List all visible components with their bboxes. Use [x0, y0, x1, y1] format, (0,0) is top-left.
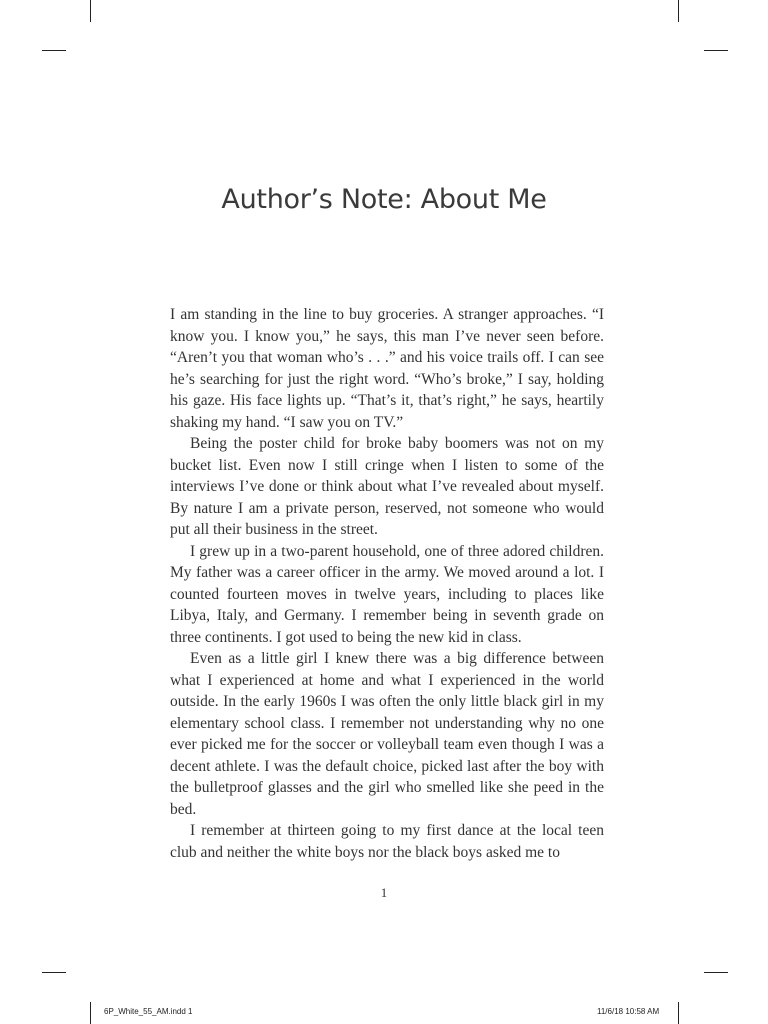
paragraph: Even as a little girl I knew there was a big difference between what I experienced at home and what I experienced in the world outside. In the early 1960s I was often the only little black girl in my elementary school class. I remember not understanding why no one ever picked me for the soccer or volleyball team even though I was a decent athlete. I was the default choice, picked last after the boy with the bulletproof glasses and the girl who smelled like she peed in the bed.	[170, 650, 604, 818]
crop-mark-top-right	[678, 0, 679, 22]
crop-mark-left-lower	[42, 972, 66, 973]
body-text	[170, 304, 604, 863]
page-number: 1	[380, 885, 388, 900]
paragraph: I am standing in the line to buy groceries. A stranger approaches. “I know you. I know you,” he says, this man I’ve never seen before. “Aren’t you that woman who’s . . .” and his voice trails off. I can see he’s searching for just the right word. “Who’s broke,” I say, holding his gaze. His face lights up. “That’s it, that’s right,” he says, heartily shaking my hand. “I saw you on TV.”	[170, 306, 604, 431]
crop-mark-bottom-right	[678, 1002, 679, 1024]
paragraph: Being the poster child for broke baby boomers was not on my bucket list. Even now I still cringe when I listen to some of the interviews I’ve done or think about what I’ve revealed about myself. By nature I am a private person, reserved, not someone who would put all their business in the street.	[170, 435, 604, 538]
slug-datetime: 11/6/18 10:58 AM	[597, 1007, 660, 1016]
chapter-title: Author’s Note: About Me	[221, 184, 547, 215]
paragraph: I remember at thirteen going to my first dance at the local teen club and neither the white boys nor the black boys asked me to	[170, 822, 604, 861]
crop-mark-top-left	[90, 0, 91, 22]
paragraph: I grew up in a two-parent household, one of three adored children. My father was a career officer in the army. We moved around a lot. I counted fourteen moves in twelve years, including to places like Libya, Italy, and Germany. I remember being in seventh grade on three continents. I got used to being the new kid in class.	[170, 542, 604, 646]
crop-mark-left-upper	[42, 50, 66, 51]
slug-filename: 6P_White_55_AM.indd 1	[104, 1007, 193, 1016]
crop-mark-bottom-left	[90, 1002, 91, 1024]
crop-mark-right-upper	[704, 50, 728, 51]
crop-mark-right-lower	[704, 972, 728, 973]
